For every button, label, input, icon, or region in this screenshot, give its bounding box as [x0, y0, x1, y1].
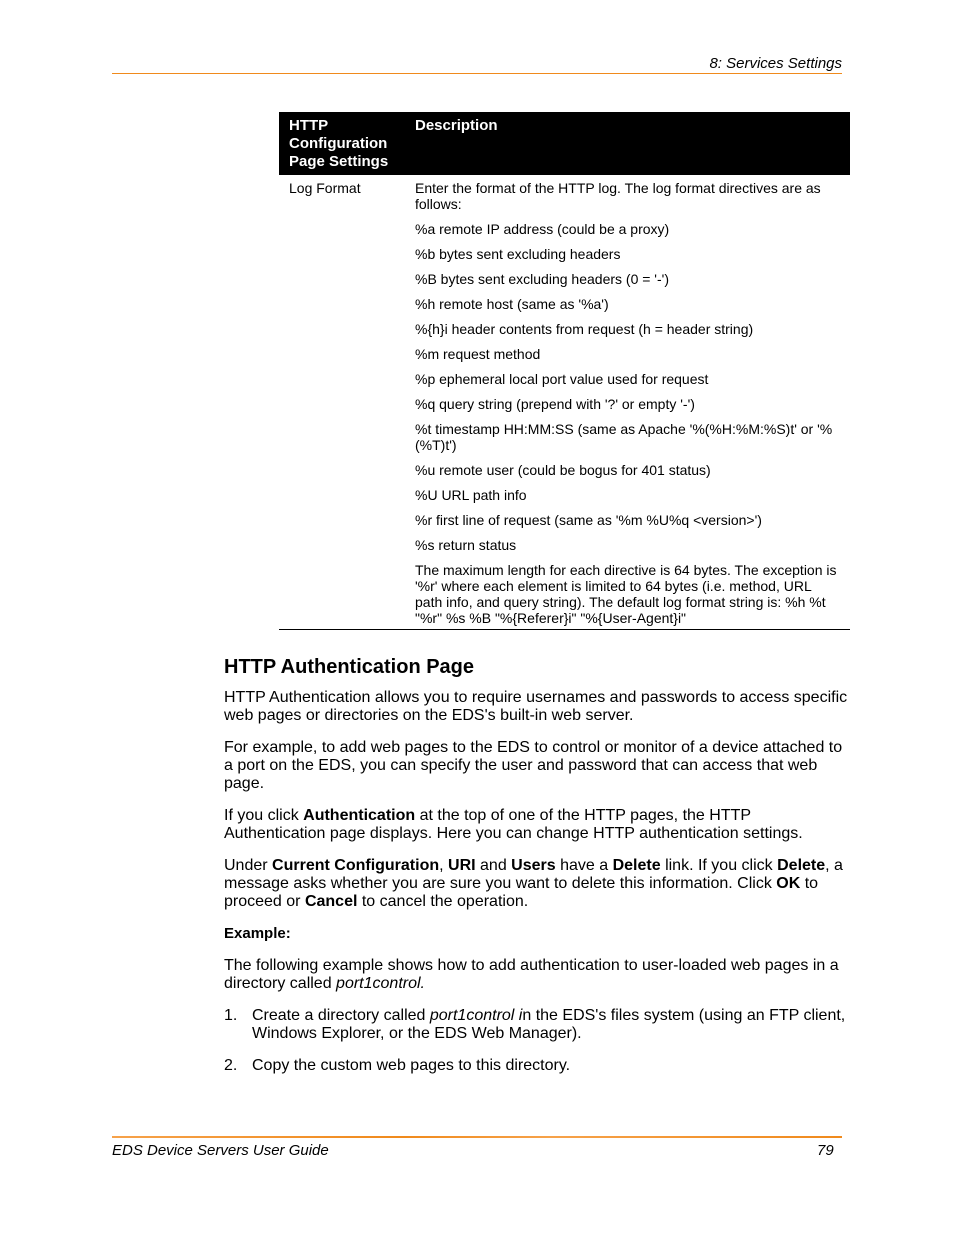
column-header-setting: HTTP Configuration Page Settings — [279, 112, 405, 175]
description-line: %U URL path info — [415, 487, 527, 503]
text-run: have a — [555, 857, 613, 874]
directory-name: port1control. — [336, 975, 425, 992]
description-line: %a remote IP address (could be a proxy) — [415, 221, 670, 237]
text-run: Create a directory called — [252, 1007, 430, 1024]
text-run: , — [439, 857, 449, 874]
text-run: Copy the custom web pages to this directory. — [252, 1057, 571, 1074]
description-line: %B bytes sent excluding headers (0 = '-') — [415, 271, 669, 287]
settings-table — [279, 112, 850, 630]
description-line: %q query string (prepend with '?' or empty '-') — [415, 396, 695, 412]
text-run: and — [475, 857, 512, 874]
text-run: to proceed or — [224, 875, 819, 910]
list-item — [224, 1057, 850, 1075]
paragraph — [224, 807, 850, 843]
description-line: %h remote host (same as '%a') — [415, 296, 609, 312]
header-rule — [112, 73, 842, 74]
running-header: 8: Services Settings — [709, 55, 842, 72]
step-number: 1. — [224, 1007, 238, 1024]
text-run: link. If you click — [660, 857, 778, 874]
text-run: at the top of one of the HTTP pages, the HTTP Authentication page displays. Here you can change HTTP authentication settings. — [224, 807, 803, 842]
description-line: %b bytes sent excluding headers — [415, 246, 621, 262]
setting-name: Log Format — [279, 175, 405, 630]
ui-term-users: Users — [511, 857, 556, 874]
description-line: %{h}i header contents from request (h = header string) — [415, 321, 754, 337]
footer-rule — [112, 1136, 842, 1138]
table-header-row — [279, 112, 850, 175]
example-label: Example: — [224, 925, 291, 942]
text-run: n the EDS's files system (using an FTP client, Windows Explorer, or the EDS Web Manager). — [252, 1007, 846, 1042]
ui-term-cancel: Cancel — [304, 893, 358, 910]
text-run: The following example shows how to add authentication to user-loaded web pages in a directory called — [224, 957, 839, 992]
description-line: Enter the format of the HTTP log. The log format directives are as follows: — [415, 180, 821, 212]
ui-term-uri: URI — [448, 857, 476, 874]
text-run: to cancel the operation. — [357, 893, 529, 910]
description-line: %u remote user (could be bogus for 401 status) — [415, 462, 711, 478]
column-header-description: Description — [405, 112, 850, 175]
description-line: %r first line of request (same as '%m %U%q <version>') — [415, 512, 762, 528]
section-title: HTTP Authentication Page — [224, 656, 475, 678]
paragraph: HTTP Authentication allows you to require usernames and passwords to access specific web pages or directories on the EDS's built-in web server. — [224, 689, 848, 724]
ui-term-authentication: Authentication — [303, 807, 416, 824]
text-run: , a message asks whether you are sure you want to delete this information. Click — [224, 857, 843, 892]
description-line: %t timestamp HH:MM:SS (same as Apache '%(%H:%M:%S)t' or '%(%T)t') — [415, 421, 833, 453]
ui-term-ok: OK — [776, 875, 801, 892]
ui-term-current-configuration: Current Configuration — [272, 857, 440, 874]
page-number: 79 — [817, 1142, 834, 1159]
paragraph — [224, 957, 850, 993]
directory-name: port1control i — [429, 1007, 523, 1024]
paragraph: For example, to add web pages to the EDS to control or monitor of a device attached to a port on the EDS, you can specify the user and password that can access that web page. — [224, 739, 843, 792]
description-line: %m request method — [415, 346, 541, 362]
table-row — [279, 175, 850, 630]
step-number: 2. — [224, 1057, 238, 1074]
description-line: %p ephemeral local port value used for request — [415, 371, 709, 387]
description-line: %s return status — [415, 537, 517, 553]
steps-list — [224, 1007, 850, 1075]
list-item — [224, 1007, 850, 1043]
setting-description — [405, 175, 850, 630]
ui-term-delete: Delete — [612, 857, 661, 874]
paragraph — [224, 857, 850, 911]
footer-title: EDS Device Servers User Guide — [112, 1142, 329, 1159]
text-run: Under — [224, 857, 273, 874]
description-line: The maximum length for each directive is 64 bytes. The exception is '%r' where each element is limited to 64 bytes (i.e. method, URL path info, and query string). The default log format string is: %h %t "%r" %s %B "%{Referer}i" "%{User-Agent}i" — [415, 562, 837, 626]
main-content — [224, 655, 850, 1089]
text-run: If you click — [224, 807, 304, 824]
ui-term-delete: Delete — [777, 857, 826, 874]
